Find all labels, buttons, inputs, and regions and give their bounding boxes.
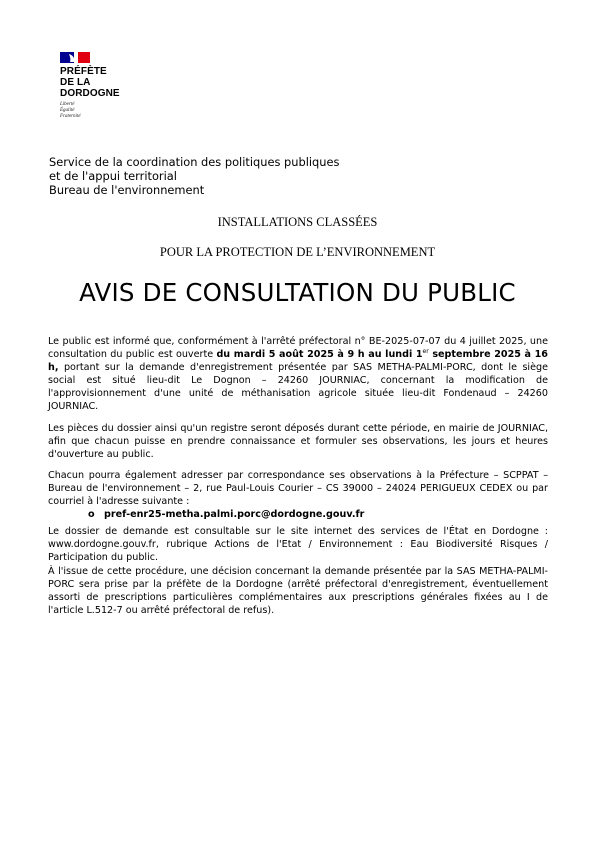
page-title: AVIS DE CONSULTATION DU PUBLIC — [79, 278, 516, 307]
p1-dates-end: septembre 2025 à 16 h, — [48, 349, 548, 374]
logo-line-prefete: PRÉFÈTE — [60, 66, 107, 77]
list-bullet-icon: o — [88, 509, 95, 521]
paragraph-correspondance: Chacun pourra également adresser par correspondance ses observations à la Préfecture – SCPPAT – Bureau de l'environnement – 2, rue Paul-Louis Courier – CS 39000 – 24024 PERIGUEUX CEDEX ou par courriel à l'adresse suivante : — [48, 469, 548, 508]
prefecture-logo — [60, 52, 150, 120]
service-line-1: Service de la coordination des politiques publiques — [49, 155, 340, 169]
paragraph-dossier-mairie: Les pièces du dossier ainsi qu'un registre seront déposés durant cette période, en mairie de JOURNIAC, afin que chacun puisse en prendre connaissance et formuler ses observations, les jours et heures d'ouverture au public. — [48, 422, 548, 460]
motto-egalite: Égalité — [60, 108, 75, 113]
p1-dates-start: du mardi 5 août 2025 à 9 h au lundi 1 — [216, 349, 423, 361]
logo-line-dordogne: DORDOGNE — [60, 88, 120, 99]
paragraph-site-internet: Le dossier de demande est consultable sur le site internet des services de l'État en Dordogne : www.dordogne.gouv.fr, rubrique Actions de l'Etat / Environnement : Eau Biodiversité Risques / Participation du public. — [48, 526, 548, 564]
subtitle-protection: POUR LA PROTECTION DE L’ENVIRONNEMENT — [159, 245, 436, 259]
marianne-flag-icon — [60, 52, 90, 63]
paragraph-consultation — [48, 335, 548, 414]
service-line-3: Bureau de l'environnement — [49, 183, 205, 197]
p1-text-a: Le public est informé que, conformément à l'arrêté préfectoral n° BE-2025-07-07 du 4 juillet 2025, une consultation du public est ouverte — [48, 336, 548, 361]
email-address[interactable]: pref-enr25-metha.palmi.porc@dordogne.gouv.fr — [104, 509, 365, 521]
email-list-item — [88, 508, 548, 521]
motto — [60, 102, 150, 120]
p1-text-d: portant sur la demande d'enregistrement présentée par SAS METHA-PALMI-PORC, dont le siège social est situé lieu-dit Le Dognon – 24260 JOURNIAC, concernant la modification de l'approvisionnement d'une unité de méthanisation agricole située lieu-dit Fondenaud – 24260 JOURNIAC. — [48, 362, 548, 413]
service-header — [49, 155, 339, 197]
p1-dates-sup: er — [422, 347, 429, 355]
subtitle-installations: INSTALLATIONS CLASSÉES — [217, 215, 378, 229]
logo-line-de-la: DE LA — [60, 77, 91, 88]
notice-body — [48, 335, 548, 617]
motto-liberte: Liberté — [60, 102, 75, 107]
service-line-2: et de l'appui territorial — [49, 169, 177, 183]
paragraph-decision: À l'issue de cette procédure, une décision concernant la demande présentée par la SAS METHA-PALMI-PORC sera prise par la préfète de la Dordogne (arrêté préfectoral d'enregistrement, éventuellement assorti de prescriptions particulières complémentaires aux prescriptions générales fixées au I de l'article L.512-7 ou arrêté préfectoral de refus). — [48, 565, 548, 616]
motto-fraternite: Fraternité — [60, 114, 81, 119]
